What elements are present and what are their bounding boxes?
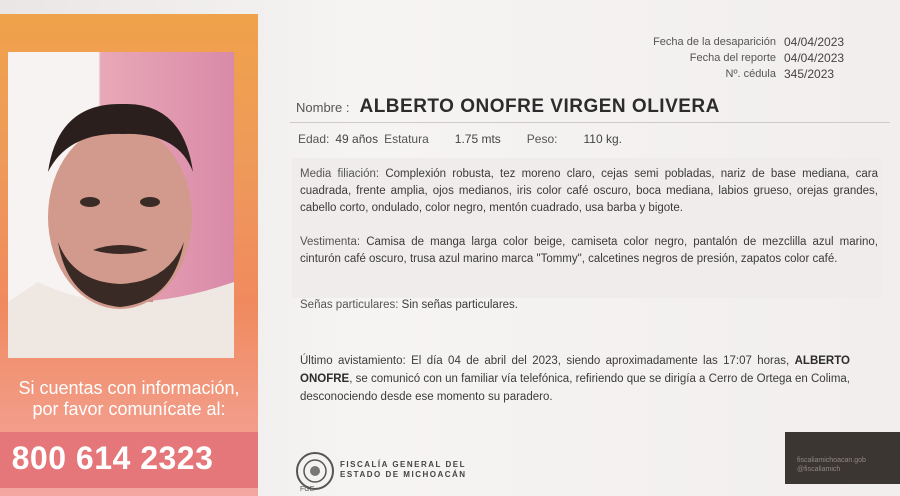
contact-prompt (0, 378, 258, 420)
weight-label: Peso: (526, 132, 558, 146)
features-paragraph (300, 166, 878, 216)
web-address[interactable]: fiscaliamichoacan.gob (797, 457, 866, 464)
contact-phone[interactable]: 800 614 2323 (11, 440, 214, 476)
social-handle[interactable]: @fiscaliamich (797, 466, 841, 473)
last-seen-text-1: El día 04 de abril del 2023, siendo aproximadamente las 17:07 horas, (411, 355, 790, 367)
last-seen-text-2: , se comunicó con un familiar vía telefónica, refiriendo que se dirigía a Cerro de Ortega en Colima, desconociendo desde ese momento su paradero. (300, 373, 850, 403)
marks-label: Señas particulares: (300, 299, 399, 311)
disappearance-date-label: Fecha de la desaparición (653, 36, 776, 48)
age-label: Edad: (298, 132, 330, 146)
features-label: Media filiación: (300, 168, 380, 180)
report-date: 04/04/2023 (784, 51, 845, 65)
agency-line-1: FISCALÍA GENERAL DEL (340, 460, 467, 469)
person-stats (298, 132, 622, 146)
height-label: Estatura (384, 132, 429, 146)
weight-value: 110 kg. (583, 132, 622, 146)
clothing-paragraph (300, 234, 878, 268)
disappearance-date: 04/04/2023 (784, 35, 845, 49)
contact-line-2: por favor comunícate al: (32, 399, 226, 419)
agency-name (340, 460, 467, 480)
name-row (296, 96, 720, 118)
features-text: Complexión robusta, tez moreno claro, cejas semi pobladas, nariz de base mediana, cara cuadrada, frente amplia, ojos medianos, iris color café oscuro, boca mediana, labios grueso, orejas grandes, cabello corto, ondulado, color negro, mentón cuadrado, usa barba y bigote. (300, 168, 878, 214)
social-tab (785, 432, 900, 484)
fge-seal-icon (296, 452, 334, 490)
portrait-illustration (8, 52, 234, 358)
name-divider (290, 122, 890, 123)
clothing-label: Vestimenta: (300, 236, 361, 248)
name-label: Nombre : (296, 100, 350, 115)
person-name: ALBERTO ONOFRE VIRGEN OLIVERA (359, 96, 720, 117)
height-value: 1.75 mts (454, 132, 501, 146)
last-seen-paragraph (300, 352, 850, 406)
marks-text: Sin señas particulares. (401, 299, 518, 311)
report-metadata (653, 34, 852, 82)
last-seen-label: Último avistamiento: (300, 355, 406, 367)
clothing-text: Camisa de manga larga color beige, camiseta color negro, pantalón de mezclilla azul marino, cinturón café oscuro, trusa azul marino marca "Tommy", calcetines negros de presión, zapatos color café. (300, 236, 878, 265)
id-value: 345/2023 (784, 67, 835, 81)
contact-line-1: Si cuentas con información, (18, 378, 240, 398)
last-seen-name: ALBERTO ONOFRE (300, 355, 850, 385)
seal-label: FGE (300, 486, 315, 493)
age-value: 49 años (335, 132, 379, 146)
agency-line-2: ESTADO DE MICHOACÁN (340, 470, 467, 479)
report-date-label: Fecha del reporte (689, 52, 776, 64)
person-photo (8, 52, 234, 358)
id-label: Nº. cédula (725, 68, 776, 80)
marks-paragraph (300, 297, 700, 314)
